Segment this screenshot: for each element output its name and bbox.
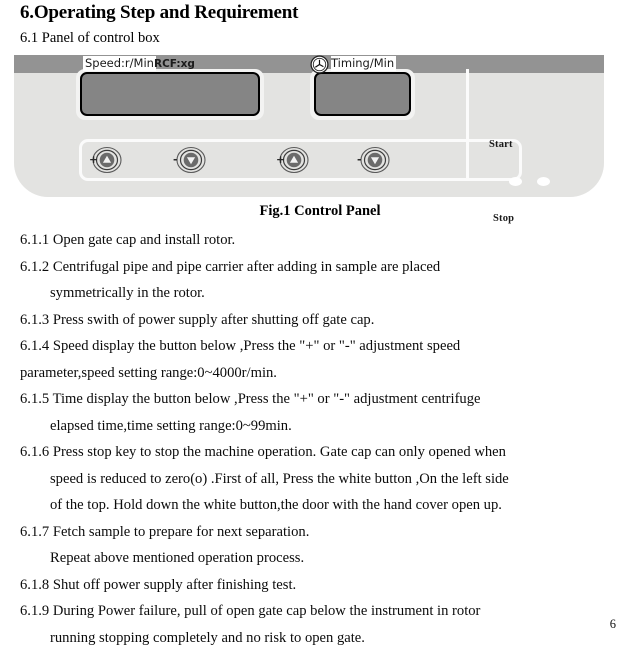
time-decrease-button[interactable] — [358, 145, 390, 175]
speed-display — [80, 72, 260, 116]
step-6-1-8: 6.1.8 Shut off power supply after finishing test. — [20, 572, 620, 599]
clock-icon — [310, 55, 329, 74]
figure-caption: Fig.1 Control Panel — [0, 203, 640, 220]
plus-icon: + — [89, 155, 98, 165]
step-6-1-6-continuation-2: of the top. Hold down the white button,the door with the hand cover open up. — [20, 492, 620, 519]
page-title: 6.Operating Step and Requirement — [20, 2, 298, 24]
step-6-1-2-continuation: symmetrically in the rotor. — [20, 280, 620, 307]
minus-icon: - — [357, 155, 362, 165]
speed-decrease-button[interactable] — [174, 145, 206, 175]
step-6-1-7: 6.1.7 Fetch sample to prepare for next separation. — [20, 519, 620, 546]
speed-increase-button[interactable] — [90, 145, 122, 175]
rcf-label: RCF:xg — [154, 57, 195, 71]
step-6-1-6: 6.1.6 Press stop key to stop the machine operation. Gate cap can only opened when — [20, 439, 620, 466]
step-6-1-2: 6.1.2 Centrifugal pipe and pipe carrier after adding in sample are placed — [20, 254, 620, 281]
speed-label: Speed:r/Min — [83, 56, 156, 71]
minus-icon: - — [173, 155, 178, 165]
instruction-list — [20, 227, 620, 651]
step-6-1-6-continuation: speed is reduced to zero(o) .First of all, Press the white button ,On the left side — [20, 466, 620, 493]
step-6-1-7-continuation: Repeat above mentioned operation process. — [20, 545, 620, 572]
step-6-1-1: 6.1.1 Open gate cap and install rotor. — [20, 227, 620, 254]
step-6-1-4: 6.1.4 Speed display the button below ,Press the "+" or "-" adjustment speed — [20, 333, 620, 360]
indicator-led-left — [509, 177, 522, 186]
stop-label: Stop — [493, 213, 514, 224]
subsection-title: 6.1 Panel of control box — [20, 30, 160, 47]
step-6-1-3: 6.1.3 Press swith of power supply after shutting off gate cap. — [20, 307, 620, 334]
plus-icon: + — [276, 155, 285, 165]
arrow-down-icon — [174, 145, 206, 175]
start-stop-region — [466, 69, 584, 181]
step-6-1-9-continuation: running stopping completely and no risk to open gate. — [20, 625, 620, 651]
timing-label: Timing/Min — [331, 56, 396, 71]
time-display — [314, 72, 411, 116]
arrow-down-icon — [358, 145, 390, 175]
control-panel-figure — [14, 55, 604, 197]
step-6-1-9: 6.1.9 During Power failure, pull of open gate cap below the instrument in rotor — [20, 598, 620, 625]
page-number: 6 — [610, 617, 616, 632]
time-increase-button[interactable] — [277, 145, 309, 175]
start-label: Start — [489, 139, 513, 150]
step-6-1-5: 6.1.5 Time display the button below ,Press the "+" or "-" adjustment centrifuge — [20, 386, 620, 413]
step-6-1-5-continuation: elapsed time,time setting range:0~99min. — [20, 413, 620, 440]
indicator-led-right — [537, 177, 550, 186]
step-6-1-4-continuation: parameter,speed setting range:0~4000r/min. — [20, 360, 620, 387]
